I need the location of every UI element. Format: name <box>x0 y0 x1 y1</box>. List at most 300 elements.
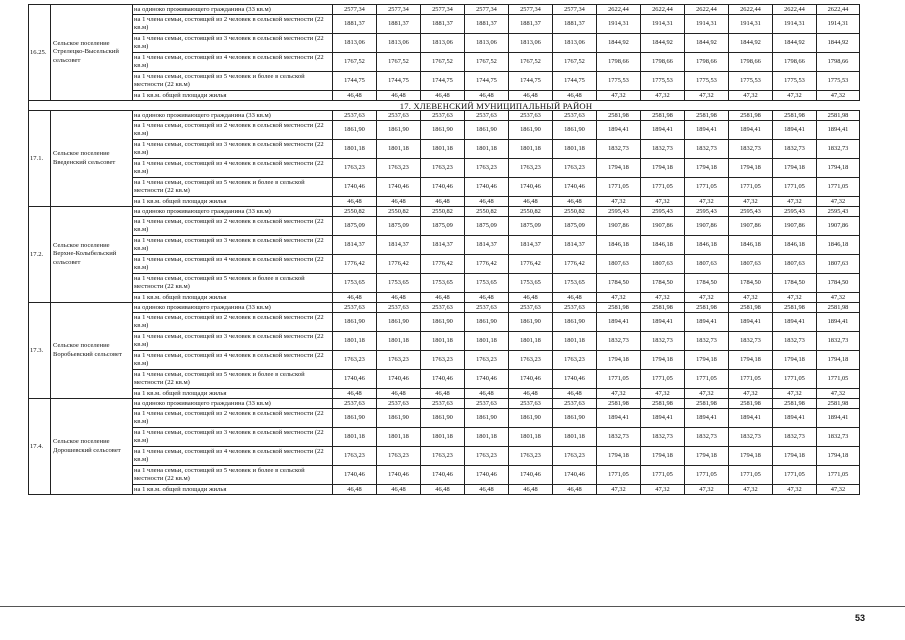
tariff-cell: 2581,98 <box>817 303 860 313</box>
tariff-cell: 1763,23 <box>333 159 377 178</box>
tariff-cell: 1740,46 <box>333 370 377 389</box>
tariff-cell: 1914,31 <box>729 15 773 34</box>
category-label: на одиноко проживающего гражданина (33 кв.м) <box>133 207 333 217</box>
tariff-cell: 1801,18 <box>509 428 553 447</box>
tariff-cell: 1814,37 <box>509 236 553 255</box>
tariff-cell: 1907,86 <box>685 217 729 236</box>
tariff-cell: 1881,37 <box>509 15 553 34</box>
table-row <box>29 178 860 197</box>
tariff-cell: 47,32 <box>729 389 773 399</box>
category-label: на одиноко проживающего гражданина (33 кв.м) <box>133 303 333 313</box>
tariff-cell: 1832,73 <box>773 140 817 159</box>
tariff-cell: 1832,73 <box>685 140 729 159</box>
tariff-cell: 1767,52 <box>509 53 553 72</box>
table-row <box>29 293 860 303</box>
tariff-cell: 1807,63 <box>641 255 685 274</box>
table-row <box>29 447 860 466</box>
tariff-cell: 1775,53 <box>817 72 860 91</box>
tariff-cell: 1794,18 <box>729 351 773 370</box>
tariff-cell: 47,32 <box>729 485 773 495</box>
tariff-cell: 2581,98 <box>817 399 860 409</box>
settlement-index: 17.3. <box>29 303 51 399</box>
tariff-cell: 47,32 <box>817 197 860 207</box>
tariff-cell: 1798,66 <box>817 53 860 72</box>
table-row <box>29 15 860 34</box>
tariff-cell: 1740,46 <box>465 466 509 485</box>
footer-divider <box>0 606 905 607</box>
tariff-cell: 1846,18 <box>641 236 685 255</box>
tariff-cell: 1794,18 <box>597 447 641 466</box>
tariff-cell: 1767,52 <box>333 53 377 72</box>
tariff-cell: 47,32 <box>817 91 860 101</box>
tariff-cell: 1794,18 <box>597 351 641 370</box>
tariff-cell: 2537,63 <box>377 303 421 313</box>
table-row <box>29 485 860 495</box>
tariff-cell: 46,48 <box>509 197 553 207</box>
tariff-cell: 1861,90 <box>465 313 509 332</box>
tariff-cell: 1801,18 <box>509 332 553 351</box>
tariff-cell: 1798,66 <box>685 53 729 72</box>
category-label: на 1 члена семьи, состоящей из 4 человек в сельской местности (22 кв.м) <box>133 53 333 72</box>
tariff-cell: 1894,41 <box>641 409 685 428</box>
tariff-cell: 46,48 <box>421 485 465 495</box>
tariff-cell: 1794,18 <box>685 159 729 178</box>
tariff-cell: 2577,34 <box>509 5 553 15</box>
table-row <box>29 274 860 293</box>
tariff-cell: 2537,63 <box>421 111 465 121</box>
tariff-cell: 1775,53 <box>773 72 817 91</box>
tariff-cell: 1832,73 <box>729 428 773 447</box>
table-row <box>29 370 860 389</box>
table-row <box>29 91 860 101</box>
tariff-cell: 1784,50 <box>641 274 685 293</box>
tariff-cell: 1894,41 <box>729 313 773 332</box>
tariff-cell: 1801,18 <box>465 332 509 351</box>
tariff-cell: 2550,82 <box>421 207 465 217</box>
tariff-cell: 1771,05 <box>817 178 860 197</box>
tariff-cell: 1771,05 <box>685 466 729 485</box>
tariff-cell: 2537,63 <box>421 399 465 409</box>
tariff-cell: 1763,23 <box>465 447 509 466</box>
tariff-cell: 1832,73 <box>729 332 773 351</box>
tariff-cell: 1894,41 <box>773 409 817 428</box>
tariff-cell: 46,48 <box>333 197 377 207</box>
tariff-cell: 1753,65 <box>421 274 465 293</box>
tariff-cell: 1844,92 <box>817 34 860 53</box>
tariff-cell: 1894,41 <box>817 409 860 428</box>
tariff-cell: 1744,75 <box>421 72 465 91</box>
tariff-cell: 1832,73 <box>817 140 860 159</box>
tariff-cell: 1914,31 <box>685 15 729 34</box>
tariff-cell: 1776,42 <box>333 255 377 274</box>
tariff-cell: 1894,41 <box>597 121 641 140</box>
tariff-cell: 1771,05 <box>817 370 860 389</box>
tariff-cell: 1794,18 <box>641 351 685 370</box>
category-label: на 1 члена семьи, состоящей из 4 человек в сельской местности (22 кв.м) <box>133 159 333 178</box>
tariff-cell: 1740,46 <box>421 370 465 389</box>
tariff-cell: 1784,50 <box>729 274 773 293</box>
tariff-cell: 1794,18 <box>817 351 860 370</box>
tariff-cell: 1794,18 <box>641 159 685 178</box>
tariff-cell: 1753,65 <box>465 274 509 293</box>
tariff-cell: 2537,63 <box>421 303 465 313</box>
tariff-cell: 1801,18 <box>509 140 553 159</box>
tariff-cell: 1798,66 <box>641 53 685 72</box>
tariff-cell: 1881,37 <box>377 15 421 34</box>
tariff-cell: 46,48 <box>421 91 465 101</box>
tariff-cell: 1763,23 <box>333 447 377 466</box>
tariff-cell: 2622,44 <box>685 5 729 15</box>
tariff-cell: 47,32 <box>597 91 641 101</box>
tariff-cell: 47,32 <box>685 485 729 495</box>
tariff-cell: 1894,41 <box>685 313 729 332</box>
tariff-cell: 2537,63 <box>333 111 377 121</box>
tariff-cell: 1875,09 <box>553 217 597 236</box>
tariff-cell: 47,32 <box>729 293 773 303</box>
tariff-cell: 2577,34 <box>421 5 465 15</box>
tariff-cell: 2581,98 <box>597 303 641 313</box>
tariff-cell: 2622,44 <box>817 5 860 15</box>
category-label: на 1 члена семьи, состоящей из 2 человек в сельской местности (22 кв.м) <box>133 15 333 34</box>
tariff-cell: 1832,73 <box>597 332 641 351</box>
tariff-cell: 1846,18 <box>597 236 641 255</box>
tariff-cell: 46,48 <box>553 197 597 207</box>
category-label: на 1 члена семьи, состоящей из 2 человек в сельской местности (22 кв.м) <box>133 217 333 236</box>
table-row <box>29 34 860 53</box>
tariff-cell: 47,32 <box>641 91 685 101</box>
tariff-cell: 1794,18 <box>729 447 773 466</box>
tariff-cell: 1894,41 <box>685 121 729 140</box>
tariff-cell: 47,32 <box>597 197 641 207</box>
tariff-cell: 1763,23 <box>421 447 465 466</box>
tariff-cell: 1771,05 <box>597 466 641 485</box>
table-row <box>29 303 860 313</box>
tariff-cell: 46,48 <box>465 197 509 207</box>
table-row <box>29 332 860 351</box>
tariff-cell: 1894,41 <box>597 409 641 428</box>
tariff-cell: 1740,46 <box>421 178 465 197</box>
tariff-cell: 2581,98 <box>729 303 773 313</box>
table-row <box>29 313 860 332</box>
tariff-cell: 2537,63 <box>333 399 377 409</box>
table-row <box>29 140 860 159</box>
settlement-index: 16.25. <box>29 5 51 101</box>
tariff-cell: 47,32 <box>773 485 817 495</box>
category-label: на 1 члена семьи, состоящей из 4 человек в сельской местности (22 кв.м) <box>133 351 333 370</box>
tariff-cell: 1740,46 <box>465 370 509 389</box>
tariff-cell: 1794,18 <box>817 447 860 466</box>
tariff-cell: 1775,53 <box>641 72 685 91</box>
tariff-cell: 46,48 <box>333 293 377 303</box>
tariff-cell: 1846,18 <box>817 236 860 255</box>
tariff-cell: 1914,31 <box>773 15 817 34</box>
tariff-cell: 1907,86 <box>597 217 641 236</box>
tariff-cell: 47,32 <box>597 389 641 399</box>
tariff-cell: 1814,37 <box>333 236 377 255</box>
tariff-cell: 1763,23 <box>333 351 377 370</box>
tariff-cell: 1763,23 <box>465 351 509 370</box>
table-row <box>29 236 860 255</box>
tariff-cell: 1753,65 <box>553 274 597 293</box>
tariff-cell: 1740,46 <box>509 466 553 485</box>
tariff-cell: 1744,75 <box>333 72 377 91</box>
table-row <box>29 111 860 121</box>
tariff-cell: 1832,73 <box>597 428 641 447</box>
tariff-cell: 1894,41 <box>729 409 773 428</box>
tariff-cell: 1744,75 <box>465 72 509 91</box>
tariff-cell: 2595,43 <box>685 207 729 217</box>
tariff-cell: 1875,09 <box>333 217 377 236</box>
tariff-cell: 2577,34 <box>377 5 421 15</box>
tariff-cell: 46,48 <box>465 293 509 303</box>
category-label: на 1 члена семьи, состоящей из 3 человек в сельской местности (22 кв.м) <box>133 140 333 159</box>
tariff-cell: 1832,73 <box>641 332 685 351</box>
tariff-cell: 1844,92 <box>773 34 817 53</box>
tariff-cell: 1801,18 <box>421 428 465 447</box>
tariff-cell: 47,32 <box>685 389 729 399</box>
tariff-cell: 2581,98 <box>641 111 685 121</box>
tariff-cell: 1763,23 <box>377 447 421 466</box>
tariff-cell: 1771,05 <box>729 370 773 389</box>
tariff-cell: 46,48 <box>421 389 465 399</box>
category-label: на 1 члена семьи, состоящей из 3 человек в сельской местности (22 кв.м) <box>133 34 333 53</box>
tariff-cell: 46,48 <box>377 197 421 207</box>
tariff-cell: 2581,98 <box>773 399 817 409</box>
settlement-name: Сельское поселение Дорошевский сельсовет <box>51 399 133 495</box>
tariff-cell: 1801,18 <box>553 332 597 351</box>
tariff-cell: 1814,37 <box>553 236 597 255</box>
tariff-cell: 2537,63 <box>553 303 597 313</box>
tariff-cell: 1844,92 <box>685 34 729 53</box>
tariff-cell: 1861,90 <box>333 313 377 332</box>
tariff-cell: 1794,18 <box>641 447 685 466</box>
settlement-name: Сельское поселение Стрелецко-Высельский сельсовет <box>51 5 133 101</box>
tariff-cell: 1744,75 <box>553 72 597 91</box>
tariff-cell: 2537,63 <box>509 399 553 409</box>
tariff-cell: 1753,65 <box>333 274 377 293</box>
tariff-cell: 1740,46 <box>553 178 597 197</box>
district-spacer <box>29 101 133 111</box>
category-label: на 1 члена семьи, состоящей из 5 человек и более в сельской местности (22 кв.м) <box>133 178 333 197</box>
tariff-cell: 1763,23 <box>553 159 597 178</box>
tariff-cell: 1907,86 <box>773 217 817 236</box>
tariff-cell: 1881,37 <box>553 15 597 34</box>
tariff-cell: 2595,43 <box>817 207 860 217</box>
tariff-cell: 1740,46 <box>333 466 377 485</box>
table-row <box>29 466 860 485</box>
tariff-cell: 1763,23 <box>421 351 465 370</box>
tariff-cell: 1740,46 <box>333 178 377 197</box>
table-row <box>29 53 860 72</box>
category-label: на 1 члена семьи, состоящей из 5 человек и более в сельской местности (22 кв.м) <box>133 466 333 485</box>
category-label: на 1 члена семьи, состоящей из 2 человек в сельской местности (22 кв.м) <box>133 313 333 332</box>
tariff-cell: 46,48 <box>509 485 553 495</box>
tariff-cell: 1813,06 <box>333 34 377 53</box>
table-row <box>29 389 860 399</box>
tariff-cell: 2581,98 <box>641 303 685 313</box>
category-label: на 1 кв.м. общей площади жилья <box>133 485 333 495</box>
tariff-cell: 1740,46 <box>553 370 597 389</box>
tariff-cell: 1894,41 <box>817 313 860 332</box>
tariff-cell: 47,32 <box>641 485 685 495</box>
tariff-cell: 2595,43 <box>729 207 773 217</box>
tariff-cell: 1776,42 <box>465 255 509 274</box>
tariff-cell: 1740,46 <box>553 466 597 485</box>
tariff-cell: 1801,18 <box>465 140 509 159</box>
tariff-cell: 46,48 <box>333 389 377 399</box>
tariff-cell: 1740,46 <box>509 370 553 389</box>
tariff-cell: 1813,06 <box>421 34 465 53</box>
tariff-cell: 1763,23 <box>509 447 553 466</box>
tariff-cell: 1740,46 <box>421 466 465 485</box>
tariff-cell: 1832,73 <box>641 140 685 159</box>
tariff-cell: 1907,86 <box>641 217 685 236</box>
district-heading: 17. ХЛЕВЕНСКИЙ МУНИЦИПАЛЬНЫЙ РАЙОН <box>133 101 860 111</box>
tariff-cell: 1784,50 <box>685 274 729 293</box>
tariff-cell: 1801,18 <box>333 140 377 159</box>
tariff-cell: 1801,18 <box>377 428 421 447</box>
tariff-cell: 1798,66 <box>729 53 773 72</box>
tariff-cell: 2581,98 <box>685 399 729 409</box>
tariff-cell: 2595,43 <box>597 207 641 217</box>
tariff-cell: 1801,18 <box>333 332 377 351</box>
tariff-cell: 1784,50 <box>773 274 817 293</box>
tariff-cell: 1776,42 <box>377 255 421 274</box>
tariff-cell: 1832,73 <box>685 428 729 447</box>
tariff-cell: 46,48 <box>509 293 553 303</box>
category-label: на 1 члена семьи, состоящей из 3 человек в сельской местности (22 кв.м) <box>133 428 333 447</box>
tariff-cell: 46,48 <box>509 91 553 101</box>
tariff-cell: 47,32 <box>641 389 685 399</box>
settlement-index: 17.1. <box>29 111 51 207</box>
tariff-cell: 46,48 <box>465 389 509 399</box>
tariff-cell: 47,32 <box>817 389 860 399</box>
tariff-cell: 1801,18 <box>465 428 509 447</box>
category-label: на 1 члена семьи, состоящей из 5 человек и более в сельской местности (22 кв.м) <box>133 370 333 389</box>
tariff-cell: 1801,18 <box>421 332 465 351</box>
tariff-cell: 1798,66 <box>773 53 817 72</box>
table-row <box>29 121 860 140</box>
tariff-cell: 2550,82 <box>465 207 509 217</box>
table-row <box>29 159 860 178</box>
tariff-cell: 46,48 <box>465 485 509 495</box>
tariff-cell: 1875,09 <box>509 217 553 236</box>
tariff-cell: 1844,92 <box>597 34 641 53</box>
tariff-cell: 1784,50 <box>817 274 860 293</box>
tariff-cell: 1794,18 <box>729 159 773 178</box>
tariff-cell: 1763,23 <box>509 351 553 370</box>
tariff-cell: 1832,73 <box>685 332 729 351</box>
tariff-cell: 1813,06 <box>509 34 553 53</box>
tariff-cell: 2537,63 <box>465 303 509 313</box>
page-number: 53 <box>854 613 865 623</box>
tariff-cell: 1875,09 <box>377 217 421 236</box>
tariff-cell: 2581,98 <box>685 111 729 121</box>
tariff-cell: 1861,90 <box>421 313 465 332</box>
tariff-cell: 47,32 <box>817 485 860 495</box>
settlement-name: Сельское поселение Верхне-Колыбельский сельсовет <box>51 207 133 303</box>
tariff-cell: 46,48 <box>553 389 597 399</box>
tariff-cell: 2537,63 <box>465 399 509 409</box>
tariff-cell: 2581,98 <box>685 303 729 313</box>
tariff-cell: 1832,73 <box>817 332 860 351</box>
tariff-cell: 47,32 <box>641 197 685 207</box>
tariff-cell: 1771,05 <box>773 466 817 485</box>
tariff-cell: 1753,65 <box>509 274 553 293</box>
tariff-cell: 1771,05 <box>773 178 817 197</box>
tariff-cell: 46,48 <box>553 91 597 101</box>
tariff-cell: 1807,63 <box>597 255 641 274</box>
tariff-cell: 1894,41 <box>773 121 817 140</box>
tariff-cell: 1767,52 <box>465 53 509 72</box>
tariff-cell: 1881,37 <box>421 15 465 34</box>
tariff-cell: 46,48 <box>553 293 597 303</box>
tariff-cell: 1763,23 <box>509 159 553 178</box>
tariff-cell: 1914,31 <box>641 15 685 34</box>
tariff-cell: 1776,42 <box>553 255 597 274</box>
tariff-cell: 1740,46 <box>509 178 553 197</box>
tariff-cell: 2537,63 <box>509 303 553 313</box>
tariff-cell: 1771,05 <box>685 370 729 389</box>
table-row <box>29 351 860 370</box>
tariff-cell: 1776,42 <box>509 255 553 274</box>
category-label: на 1 члена семьи, состоящей из 4 человек в сельской местности (22 кв.м) <box>133 255 333 274</box>
category-label: на 1 кв.м. общей площади жилья <box>133 91 333 101</box>
tariff-cell: 1861,90 <box>465 409 509 428</box>
tariff-cell: 46,48 <box>553 485 597 495</box>
table-row <box>29 255 860 274</box>
tariff-cell: 1801,18 <box>377 332 421 351</box>
table-row <box>29 399 860 409</box>
category-label: на 1 кв.м. общей площади жилья <box>133 389 333 399</box>
table-row <box>29 197 860 207</box>
category-label: на одиноко проживающего гражданина (33 кв.м) <box>133 399 333 409</box>
tariff-cell: 1807,63 <box>729 255 773 274</box>
tariff-cell: 1763,23 <box>553 447 597 466</box>
tariff-cell: 2537,63 <box>377 111 421 121</box>
tariff-cell: 47,32 <box>773 91 817 101</box>
tariff-cell: 1875,09 <box>465 217 509 236</box>
tariff-cell: 1771,05 <box>729 178 773 197</box>
tariff-cell: 1907,86 <box>817 217 860 236</box>
tariff-cell: 1813,06 <box>465 34 509 53</box>
tariff-cell: 2577,34 <box>553 5 597 15</box>
tariff-cell: 47,32 <box>685 197 729 207</box>
tariff-cell: 1771,05 <box>817 466 860 485</box>
tariff-cell: 46,48 <box>377 91 421 101</box>
tariff-cell: 2537,63 <box>377 399 421 409</box>
category-label: на 1 члена семьи, состоящей из 4 человек в сельской местности (22 кв.м) <box>133 447 333 466</box>
tariff-cell: 1794,18 <box>685 351 729 370</box>
tariff-cell: 1767,52 <box>421 53 465 72</box>
category-label: на 1 кв.м. общей площади жилья <box>133 197 333 207</box>
tariff-cell: 1881,37 <box>465 15 509 34</box>
tariff-cell: 1763,23 <box>421 159 465 178</box>
tariff-cell: 46,48 <box>333 485 377 495</box>
tariff-cell: 1844,92 <box>641 34 685 53</box>
tariff-cell: 1861,90 <box>377 409 421 428</box>
tariff-cell: 47,32 <box>597 485 641 495</box>
tariff-cell: 2550,82 <box>553 207 597 217</box>
tariff-cell: 2537,63 <box>553 111 597 121</box>
tariff-cell: 2537,63 <box>553 399 597 409</box>
tariff-cell: 47,32 <box>773 197 817 207</box>
tariff-cell: 1861,90 <box>333 121 377 140</box>
tariff-cell: 1807,63 <box>817 255 860 274</box>
tariff-cell: 47,32 <box>729 91 773 101</box>
tariff-cell: 1844,92 <box>729 34 773 53</box>
tariff-cell: 1861,90 <box>509 121 553 140</box>
